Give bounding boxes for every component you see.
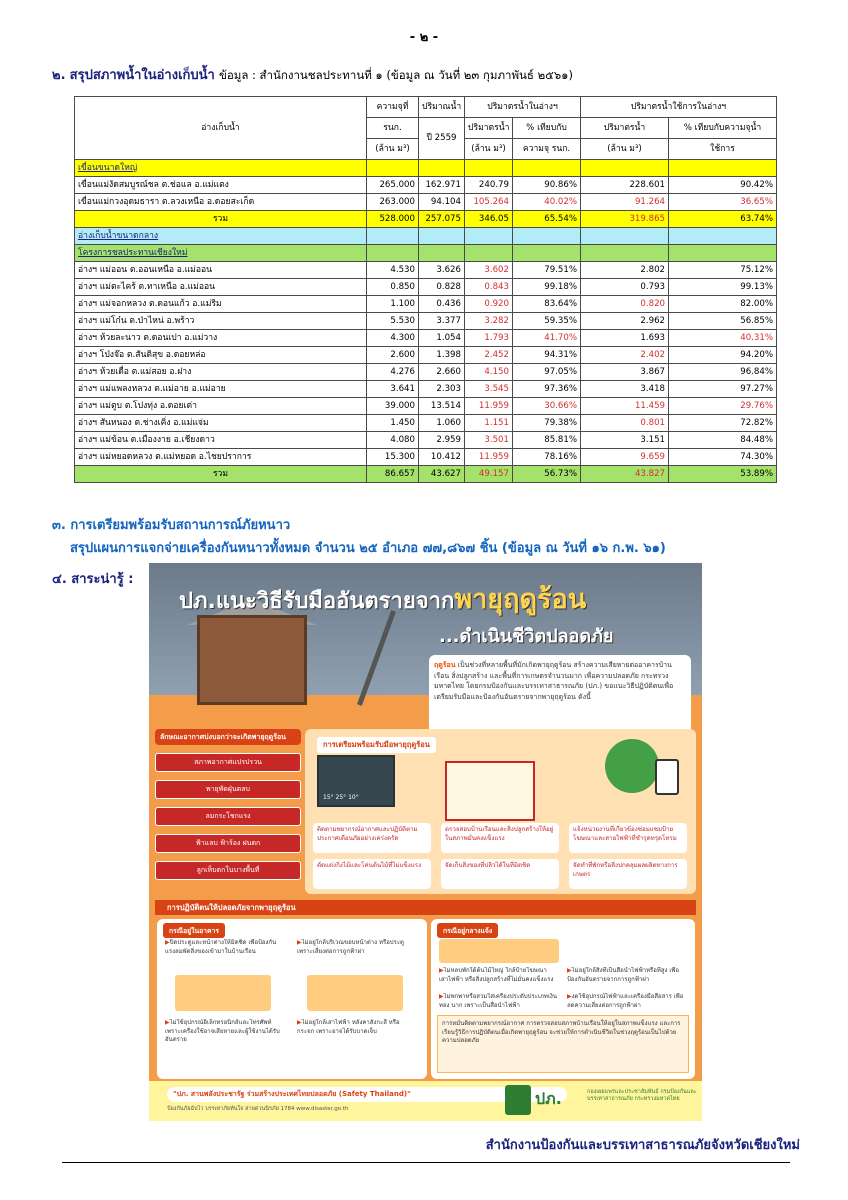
usable-volume: 228.601 — [581, 177, 669, 194]
weather-tv-icon — [317, 755, 395, 807]
section4-title: ๔. สาระน่ารู้ : — [52, 572, 134, 587]
indoor-item: ▶ ไม่อยู่ใกล้เสาไฟฟ้า หลังคาสังกะสี หรือกระจก เพราะอาจได้รับบาดเจ็บ — [297, 1019, 415, 1036]
preparation-panel — [305, 729, 696, 894]
usable-volume: 0.793 — [581, 279, 669, 296]
header-usable-pct-top: % เทียบกับความจุน้ำ — [669, 118, 777, 139]
indoor-tag: กรณีอยู่ในอาคาร — [163, 923, 225, 938]
y2559-value: 2.959 — [419, 432, 465, 449]
current-volume: 0.843 — [465, 279, 513, 296]
usable-volume: 91.264 — [581, 194, 669, 211]
current-percent: 97.36% — [513, 381, 581, 398]
table-row — [75, 347, 777, 364]
usable-percent: 74.30% — [669, 449, 777, 466]
page-number: - ๒ - — [409, 30, 439, 45]
usable-volume: 2.402 — [581, 347, 669, 364]
y2559-value: 162.971 — [419, 177, 465, 194]
reservoir-name: อ่างฯ แม่ตะไคร้ ต.ทาเหนือ อ.แม่ออน — [75, 279, 367, 296]
usable-percent: 90.42% — [669, 177, 777, 194]
current-volume: 3.282 — [465, 313, 513, 330]
sum-y2559: 257.075 — [419, 211, 465, 228]
slogan: "ปภ. สานพลังประชารัฐ ร่วมสร้างประเทศไทยปลอดภัย (Safety Thailand)" — [167, 1087, 567, 1102]
dpm-logo-icon — [505, 1085, 531, 1115]
indoor-item: ▶ ไม่อยู่ใกล้บริเวณขอบหน้าต่าง หรือประตู เพราะเสี่ยงต่อการถูกฟ้าผ่า — [297, 939, 415, 956]
header-capacity-unit: (ล้าน ม³) — [367, 139, 419, 160]
usable-percent: 97.27% — [669, 381, 777, 398]
prep-item: แจ้งหน่วยงานที่เกี่ยวข้องซ่อมแซมป้ายโฆษณาและสายไฟฟ้าที่ชำรุดทรุดโทรม — [569, 823, 687, 853]
current-percent: 59.35% — [513, 313, 581, 330]
section2-heading — [52, 64, 573, 85]
current-percent: 30.66% — [513, 398, 581, 415]
table-row — [75, 364, 777, 381]
capacity-value: 263.000 — [367, 194, 419, 211]
capacity-value: 4.080 — [367, 432, 419, 449]
storm-sign-item: ลูกเห็บตกในบางพื้นที่ — [155, 861, 301, 880]
sum-current-percent: 56.73% — [513, 466, 581, 483]
usable-volume: 11.459 — [581, 398, 669, 415]
usable-percent: 40.31% — [669, 330, 777, 347]
header-usable-unit: (ล้าน ม³) — [581, 139, 669, 160]
outdoor-item: ▶ ไม่อยู่ใกล้สิ่งที่เป็นสื่อนำไฟฟ้าหรือที่สูง เพื่อป้องกันอันตรายจากการถูกฟ้าผ่า — [567, 967, 685, 984]
sum-usable-percent: 63.74% — [669, 211, 777, 228]
table-row — [75, 279, 777, 296]
outdoor-item: ▶ งดใช้อุปกรณ์ไฟฟ้าและเครื่องมือสื่อสาร เพื่อลดความเสี่ยงต่อการถูกฟ้าผ่า — [567, 993, 685, 1010]
prep-item: จัดทำที่พักหรือสิ่งปกคลุมผลผลิตทางการเกษตร — [569, 859, 687, 889]
reservoir-name: อ่างฯ สันหนอง ต.ช่างเคิ่ง อ.แม่แจ่ม — [75, 415, 367, 432]
current-volume: 3.501 — [465, 432, 513, 449]
current-percent: 90.86% — [513, 177, 581, 194]
table-row — [75, 432, 777, 449]
header-current-pct-bot: ความจุ รนก. — [513, 139, 581, 160]
usable-percent: 96.84% — [669, 364, 777, 381]
table-row — [75, 262, 777, 279]
damaged-house-icon — [197, 615, 307, 705]
indoor-item: ▶ ปิดประตูและหน้าต่างให้มิดชิด เพื่อป้องกันแรงลมพัดสิ่งของเข้ามาในบ้านเรือน — [165, 939, 283, 956]
capacity-value: 3.641 — [367, 381, 419, 398]
sum-capacity: 528.000 — [367, 211, 419, 228]
section2-number: ๒. — [52, 68, 66, 83]
table-row — [75, 398, 777, 415]
header-current-group: ปริมาตรน้ำในอ่างฯ — [465, 97, 581, 118]
current-percent: 41.70% — [513, 330, 581, 347]
summary-note: การหมั่นติดตามพยากรณ์อากาศ การตรวจสอบสภาพบ้านเรือนให้อยู่ในสภาพแข็งแรง และการเรียนรู้วิธีการปฏิบัติตนเมื่อเกิดพายุฤดูร้อน จะช่วยให้การดำเนินชีวิตในช่วงฤดูร้อนเป็นไปด้วยความปลอดภัย — [437, 1015, 689, 1073]
table-row — [75, 381, 777, 398]
phone-icon — [655, 759, 679, 795]
y2559-value: 3.377 — [419, 313, 465, 330]
reservoir-name: อ่างฯ แม่โก๋น ต.ป่าไหน่ อ.พร้าว — [75, 313, 367, 330]
usable-volume: 0.820 — [581, 296, 669, 313]
current-volume: 3.545 — [465, 381, 513, 398]
usable-percent: 84.48% — [669, 432, 777, 449]
capacity-value: 1.100 — [367, 296, 419, 313]
current-volume: 11.959 — [465, 398, 513, 415]
lightning-icon — [439, 939, 559, 963]
current-percent: 40.02% — [513, 194, 581, 211]
table-row — [75, 449, 777, 466]
current-percent: 85.81% — [513, 432, 581, 449]
usable-volume: 2.802 — [581, 262, 669, 279]
reservoir-name: อ่างฯ แม่หยอดหลวง ต.แม่หยอด อ.ไชยปราการ — [75, 449, 367, 466]
sum-usable-percent: 53.89% — [669, 466, 777, 483]
capacity-value: 2.600 — [367, 347, 419, 364]
infographic-title — [179, 577, 586, 620]
storm-signs-heading: ลักษณะอากาศบ่งบอกว่าจะเกิดพายุฤดูร้อน — [155, 729, 301, 745]
current-volume: 105.264 — [465, 194, 513, 211]
storm-infographic — [149, 563, 702, 1121]
category-project-label: โครงการชลประทานเชียงใหม่ — [75, 245, 367, 262]
current-percent: 97.05% — [513, 364, 581, 381]
category-large-label: เขื่อนขนาดใหญ่ — [75, 160, 367, 177]
header-capacity-top: ความจุที่ — [367, 97, 419, 118]
logo-text: ปภ. — [535, 1089, 562, 1108]
usable-volume: 3.151 — [581, 432, 669, 449]
usable-percent: 75.12% — [669, 262, 777, 279]
y2559-value: 0.436 — [419, 296, 465, 313]
weather-temps: 15° 25° 10° — [323, 794, 359, 801]
storm-sign-item: ฟ้าแลบ ฟ้าร้อง ฝนตก — [155, 834, 301, 853]
reservoir-name: อ่างฯ ห้วยเดื่อ ต.แม่สอย อ.ฝาง — [75, 364, 367, 381]
y2559-value: 2.303 — [419, 381, 465, 398]
header-usable-pct-bot: ใช้การ — [669, 139, 777, 160]
reservoir-name: อ่างฯ ห้วยละนาว ต.ดอนเปา อ.แม่วาง — [75, 330, 367, 347]
current-volume: 240.79 — [465, 177, 513, 194]
current-percent: 78.16% — [513, 449, 581, 466]
infographic-title-big: พายุฤดูร้อน — [454, 584, 587, 615]
current-percent: 99.18% — [513, 279, 581, 296]
section2-source: ข้อมูล : สำนักงานชลประทานที่ ๑ (ข้อมูล ณ วันที่ ๒๓ กุมภาพันธ์ ๒๕๖๑) — [218, 68, 573, 82]
capacity-value: 4.530 — [367, 262, 419, 279]
capacity-value: 265.000 — [367, 177, 419, 194]
table-row — [75, 194, 777, 211]
intro-highlight: ฤดูร้อน — [434, 661, 456, 669]
usable-volume: 2.962 — [581, 313, 669, 330]
sum-y2559: 43.627 — [419, 466, 465, 483]
header-current-vol: ปริมาตรน้ำ — [465, 118, 513, 139]
header-capacity-mid: รนก. — [367, 118, 419, 139]
reservoir-name: เขื่อนแม่งัดสมบูรณ์ชล ต.ช่อแล อ.แม่แตง — [75, 177, 367, 194]
prep-item: ตรวจสอบบ้านเรือนและสิ่งปลูกสร้างให้อยู่ในสภาพมั่นคงแข็งแรง — [441, 823, 559, 853]
family-icon — [175, 975, 271, 1011]
infographic-footer — [149, 1081, 702, 1121]
section3-title: ๓. การเตรียมพร้อมรับสถานการณ์ภัยหนาว — [52, 518, 291, 533]
header-2559-mid: ปี 2559 — [419, 118, 465, 160]
storm-sign-item: พายุพัดฝุ่นตลบ — [155, 780, 301, 799]
reservoir-name: อ่างฯ แม่ตูบ ต.โปงทุ่ง อ.ดอยเต่า — [75, 398, 367, 415]
indoor-panel — [157, 919, 427, 1079]
capacity-value: 39.000 — [367, 398, 419, 415]
capacity-value: 5.530 — [367, 313, 419, 330]
reservoir-name: อ่างฯ แม่ออน ต.ออนเหนือ อ.แม่ออน — [75, 262, 367, 279]
y2559-value: 13.514 — [419, 398, 465, 415]
current-percent: 79.51% — [513, 262, 581, 279]
header-usable-group: ปริมาตรน้ำใช้การในอ่างฯ — [581, 97, 777, 118]
prep-item: ตัดแต่งกิ่งไม้และโค่นต้นไม้ที่ไม่แข็งแรง — [313, 859, 431, 889]
current-volume: 3.602 — [465, 262, 513, 279]
header-reservoir: อ่างเก็บน้ำ — [75, 97, 367, 160]
reservoir-name: อ่างฯ แม่แพลงหลวง ต.แม่อาย อ.แม่อาย — [75, 381, 367, 398]
infographic-subtitle: ...ดำเนินชีวิตปลอดภัย — [439, 626, 614, 647]
reservoir-name: อ่างฯ แม่ข้อน ต.เมืองงาย อ.เชียงดาว — [75, 432, 367, 449]
department-text: กองเผยแพร่และประชาสัมพันธ์ กรมป้องกันและบรรเทาสาธารณภัย กระทรวงมหาดไทย — [587, 1089, 697, 1102]
reservoir-name: อ่างฯ โป่งจ๊อ ต.สันติสุข อ.ดอยหล่อ — [75, 347, 367, 364]
outdoor-tag: กรณีอยู่กลางแจ้ง — [437, 923, 498, 938]
usable-percent: 94.20% — [669, 347, 777, 364]
section2-title: สรุปสภาพน้ำในอ่างเก็บน้ำ — [69, 68, 215, 83]
sum-current-volume: 49.157 — [465, 466, 513, 483]
prep-item: ติดตามพยากรณ์อากาศและปฏิบัติตามประกาศเตือนภัยอย่างเคร่งครัด — [313, 823, 431, 853]
tree-icon — [605, 739, 659, 793]
sum-row-large — [75, 211, 777, 228]
capacity-value: 1.450 — [367, 415, 419, 432]
current-percent: 79.38% — [513, 415, 581, 432]
y2559-value: 1.054 — [419, 330, 465, 347]
preparation-heading: การเตรียมพร้อมรับมือพายุฤดูร้อน — [317, 737, 436, 753]
infographic-title-prefix: ปภ.แนะวิธีรับมืออันตรายจาก — [179, 589, 455, 614]
header-usable-vol: ปริมาตรน้ำ — [581, 118, 669, 139]
y2559-value: 1.398 — [419, 347, 465, 364]
house-repair-icon — [445, 761, 535, 821]
capacity-value: 0.850 — [367, 279, 419, 296]
table-row — [75, 296, 777, 313]
section3-subtitle: สรุปแผนการแจกจ่ายเครื่องกันหนาวทั้งหมด จำนวน ๒๕ อำเภอ ๗๗,๘๖๗ ชิ้น (ข้อมูล ณ วันที่ ๑๖ ก.พ. ๖๑) — [70, 541, 666, 556]
current-volume: 1.793 — [465, 330, 513, 347]
sum-row-medium — [75, 466, 777, 483]
sum-capacity: 86.657 — [367, 466, 419, 483]
prep-item: จัดเก็บสิ่งของที่ปลิวได้ในที่มิดชิด — [441, 859, 559, 889]
y2559-value: 0.828 — [419, 279, 465, 296]
office-name: สำนักงานป้องกันและบรรเทาสาธารณภัยจังหวัดเชียงใหม่ — [485, 1138, 800, 1153]
current-percent: 94.31% — [513, 347, 581, 364]
sum-usable-volume: 43.827 — [581, 466, 669, 483]
sum-usable-volume: 319.865 — [581, 211, 669, 228]
reservoir-name: เขื่อนแม่กวงอุดมธารา ต.ลวงเหนือ อ.ดอยสะเก็ด — [75, 194, 367, 211]
usable-percent: 29.76% — [669, 398, 777, 415]
header-current-unit: (ล้าน ม³) — [465, 139, 513, 160]
y2559-value: 2.660 — [419, 364, 465, 381]
sum-current-percent: 65.54% — [513, 211, 581, 228]
capacity-value: 4.300 — [367, 330, 419, 347]
storm-sign-item: ลมกระโชกแรง — [155, 807, 301, 826]
capacity-value: 15.300 — [367, 449, 419, 466]
y2559-value: 1.060 — [419, 415, 465, 432]
y2559-value: 94.104 — [419, 194, 465, 211]
category-row-large — [75, 160, 777, 177]
table-row — [75, 177, 777, 194]
current-volume: 11.959 — [465, 449, 513, 466]
footer-line: ป้องกันภัยฉับไว บรรเทาภัยทันใจ สายด่วนนิรภัย 1784 www.disaster.go.th — [167, 1106, 349, 1112]
usable-volume: 0.801 — [581, 415, 669, 432]
category-row-project — [75, 245, 777, 262]
usable-volume: 3.867 — [581, 364, 669, 381]
bottom-divider — [62, 1162, 790, 1163]
action-heading: การปฏิบัติตนให้ปลอดภัยจากพายุฤดูร้อน — [155, 900, 696, 915]
header-current-pct-top: % เทียบกับ — [513, 118, 581, 139]
storm-sign-item: สภาพอากาศแปรปรวน — [155, 753, 301, 772]
indoor-item: ▶ ไม่ใช้อุปกรณ์อิเล็กทรอนิกส์และโทรศัพท์ เพราะเครื่องใช้อาจเสียหายและผู้ใช้งานได้รับอันตราย — [165, 1019, 283, 1045]
usable-volume: 3.418 — [581, 381, 669, 398]
current-volume: 1.151 — [465, 415, 513, 432]
table-row — [75, 415, 777, 432]
intro-text: เป็นช่วงที่หลายพื้นที่มักเกิดพายุฤดูร้อน สร้างความเสียหายต่ออาคารบ้านเรือน สิ่งปลูกสร้าง และพื้นที่การเกษตรจำนวนมาก เพื่อความปลอดภัย กระทรวงมหาดไทย โดยกรมป้องกันและบรรเทาสาธารณภัย (ปภ.) ขอแนะวิธีปฏิบัติตนเพื่อเตรียมรับมือและป้องกันอันตรายจากพายุฤดูร้อน ดังนี้ — [434, 661, 674, 701]
sum-label: รวม — [75, 466, 367, 483]
usable-percent: 72.82% — [669, 415, 777, 432]
reservoir-table — [74, 96, 777, 483]
table-row — [75, 313, 777, 330]
usable-percent: 82.00% — [669, 296, 777, 313]
window-icon — [307, 975, 403, 1011]
table-row — [75, 330, 777, 347]
current-volume: 2.452 — [465, 347, 513, 364]
header-2559-top: ปริมาณน้ำ — [419, 97, 465, 118]
sum-label: รวม — [75, 211, 367, 228]
capacity-value: 4.276 — [367, 364, 419, 381]
outdoor-item: ▶ ไม่หลบพักใต้ต้นไม้ใหญ่ ใกล้ป้ายโฆษณา เสาไฟฟ้า หรือสิ่งปลูกสร้างที่ไม่มั่นคงแข็งแรง — [439, 967, 557, 984]
usable-percent: 56.85% — [669, 313, 777, 330]
current-volume: 4.150 — [465, 364, 513, 381]
usable-percent: 99.13% — [669, 279, 777, 296]
usable-volume: 1.693 — [581, 330, 669, 347]
category-medium-label: อ่างเก็บน้ำขนาดกลาง — [75, 228, 367, 245]
usable-percent: 36.65% — [669, 194, 777, 211]
current-volume: 0.920 — [465, 296, 513, 313]
y2559-value: 3.626 — [419, 262, 465, 279]
y2559-value: 10.412 — [419, 449, 465, 466]
sum-current-volume: 346.05 — [465, 211, 513, 228]
current-percent: 83.64% — [513, 296, 581, 313]
outdoor-item: ▶ ไม่พกพาหรือสวมใส่เครื่องประดับประเภทเงิน ทอง นาก เพราะเป็นสื่อนำไฟฟ้า — [439, 993, 557, 1010]
reservoir-name: อ่างฯ แม่จอกหลวง ต.ดอนแก้ว อ.แม่ริม — [75, 296, 367, 313]
storm-signs-panel — [155, 729, 301, 899]
usable-volume: 9.659 — [581, 449, 669, 466]
outdoor-panel — [431, 919, 695, 1079]
category-row-medium — [75, 228, 777, 245]
